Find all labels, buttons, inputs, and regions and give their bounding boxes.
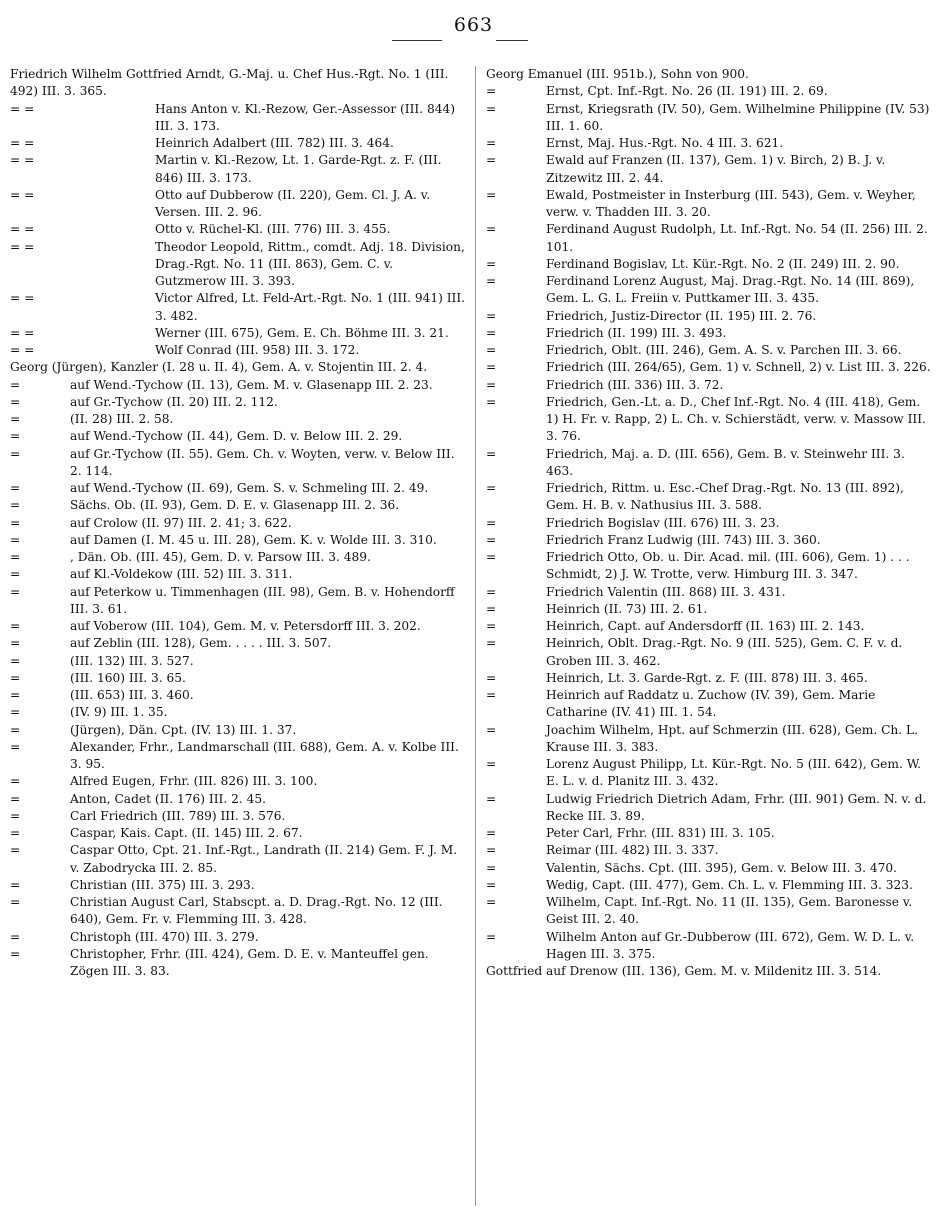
register-entry	[486, 842, 934, 859]
register-entry	[10, 342, 468, 359]
entry-text: (III. 132) III. 3. 527.	[70, 653, 194, 668]
register-entry	[486, 756, 934, 791]
register-entry	[486, 515, 934, 532]
entry-text: Wilhelm, Capt. Inf.-Rgt. No. 11 (II. 135), Gem. Baronesse v. Geist III. 2. 40.	[546, 895, 913, 927]
ditto-marks: =	[10, 946, 21, 961]
ditto-marks: =	[10, 739, 21, 754]
entry-text: Wedig, Capt. (III. 477), Gem. Ch. L. v. Flemming III. 3. 323.	[546, 877, 913, 892]
register-entry	[486, 860, 934, 877]
register-entry	[486, 601, 934, 618]
ditto-marks: =	[10, 584, 21, 599]
entry-text: Sächs. Ob. (II. 93), Gem. D. E. v. Glasenapp III. 2. 36.	[70, 498, 400, 513]
entry-text: Friedrich Wilhelm Gottfried Arndt, G.-Maj. u. Chef Hus.-Rgt. No. 1 (III. 492) III. 3. 365.	[10, 67, 449, 99]
ditto-marks: =	[10, 774, 21, 789]
entry-text: Lorenz August Philipp, Lt. Kür.-Rgt. No. 5 (III. 642), Gem. W. E. L. v. d. Planitz III. 3. 432.	[546, 757, 921, 789]
right-column	[486, 66, 934, 980]
register-entry	[10, 187, 468, 222]
register-entry	[10, 152, 468, 187]
ditto-marks: =	[10, 498, 21, 513]
register-entry	[10, 221, 468, 238]
register-entry	[10, 325, 468, 342]
register-entry	[10, 722, 468, 739]
ditto-marks: =	[486, 757, 497, 771]
register-entry	[486, 635, 934, 670]
register-entry	[10, 653, 468, 670]
register-entry	[10, 704, 468, 721]
entry-text: Friedrich, Maj. a. D. (III. 656), Gem. B. v. Steinwehr III. 3. 463.	[546, 446, 905, 478]
register-entry	[486, 152, 934, 187]
ditto-marks: =	[486, 722, 497, 737]
entry-text: Christoph (III. 470) III. 3. 279.	[70, 929, 259, 944]
register-entry	[10, 687, 468, 704]
entry-text: Friedrich Franz Ludwig (III. 743) III. 3. 360.	[546, 532, 821, 547]
ditto-marks: =	[10, 429, 21, 444]
ditto-marks: =	[10, 636, 21, 651]
entry-text: (III. 160) III. 3. 65.	[70, 670, 186, 685]
entry-text: Georg (Jürgen), Kanzler (I. 28 u. II. 4), Gem. A. v. Stojentin III. 2. 4.	[10, 360, 428, 375]
register-entry	[486, 963, 934, 980]
ditto-marks: =	[10, 929, 21, 944]
entry-text: auf Damen (I. M. 45 u. III. 28), Gem. K. v. Wolde III. 3. 310.	[70, 532, 437, 547]
entry-text: Caspar Otto, Cpt. 21. Inf.-Rgt., Landrath (II. 214) Gem. F. J. M. v. Zabodrycka III. 2. 85.	[70, 843, 458, 875]
register-entry	[10, 929, 468, 946]
register-entry	[10, 135, 468, 152]
entry-text: Friedrich (II. 199) III. 3. 493.	[546, 325, 727, 340]
entry-text: Heinrich (II. 73) III. 2. 61.	[546, 601, 708, 616]
register-entry	[486, 446, 934, 481]
register-entry	[486, 359, 934, 376]
entry-text: Carl Friedrich (III. 789) III. 3. 576.	[70, 808, 286, 823]
entry-text: Ewald, Postmeister in Insterburg (III. 543), Gem. v. Weyher, verw. v. Thadden III. 3. 20.	[546, 187, 916, 219]
entry-text: Victor Alfred, Lt. Feld-Art.-Rgt. No. 1 (III. 941) III. 3. 482.	[155, 291, 466, 323]
register-entry	[10, 773, 468, 790]
ditto-marks: =	[10, 532, 21, 547]
ditto-marks: =	[10, 895, 21, 909]
entry-text: , Dän. Ob. (III. 45), Gem. D. v. Parsow III. 3. 489.	[70, 550, 371, 564]
register-entry	[10, 377, 468, 394]
ditto-marks: =	[486, 343, 497, 357]
ditto-marks: =	[10, 877, 21, 892]
register-entry	[10, 791, 468, 808]
register-entry	[10, 239, 468, 291]
register-entry	[486, 825, 934, 842]
register-entry	[10, 584, 468, 619]
ditto-marks: =	[486, 308, 497, 323]
register-entry	[10, 428, 468, 445]
register-entry	[486, 221, 934, 256]
entry-text: auf Gr.-Tychow (II. 55). Gem. Ch. v. Woyten, verw. v. Below III. 2. 114.	[70, 446, 455, 478]
ditto-marks: =	[486, 153, 497, 168]
register-entry	[486, 687, 934, 722]
register-entry	[486, 877, 934, 894]
entry-text: Alfred Eugen, Frhr. (III. 826) III. 3. 100.	[70, 774, 318, 789]
ditto-marks: =	[486, 929, 497, 944]
ditto-marks: =	[486, 481, 497, 495]
ditto-marks: =	[486, 394, 497, 409]
entry-text: Friedrich, Gen.-Lt. a. D., Chef Inf.-Rgt. No. 4 (III. 418), Gem. 1) H. Fr. v. Rapp, 2) L. Ch. v. Schierstädt, verw. v. Massow III. 3. 76.	[546, 394, 926, 444]
ditto-marks: =	[10, 515, 21, 530]
ditto-marks: =	[486, 101, 497, 116]
register-entry	[486, 480, 934, 515]
register-entry	[486, 308, 934, 325]
register-entry	[10, 566, 468, 583]
ditto-marks: = =	[10, 343, 35, 357]
ditto-marks: =	[486, 670, 497, 685]
ditto-marks: =	[486, 601, 497, 616]
ditto-marks: = =	[10, 136, 35, 150]
register-entry	[486, 256, 934, 273]
ditto-marks: =	[10, 688, 21, 702]
entry-text: Joachim Wilhelm, Hpt. auf Schmerzin (III. 628), Gem. Ch. L. Krause III. 3. 383.	[546, 722, 918, 754]
header-rule-right	[496, 40, 528, 41]
entry-text: Heinrich, Oblt. Drag.-Rgt. No. 9 (III. 525), Gem. C. F. v. d. Groben III. 3. 462.	[546, 636, 903, 668]
ditto-marks: =	[10, 412, 21, 426]
register-entry	[10, 877, 468, 894]
entry-text: Friedrich (III. 264/65), Gem. 1) v. Schnell, 2) v. List III. 3. 226.	[546, 360, 931, 375]
ditto-marks: =	[486, 256, 497, 271]
ditto-marks: =	[486, 843, 497, 858]
left-column	[10, 66, 468, 980]
entry-text: Gottfried auf Drenow (III. 136), Gem. M. v. Mildenitz III. 3. 514.	[486, 964, 882, 978]
entry-text: Werner (III. 675), Gem. E. Ch. Böhme III. 3. 21.	[155, 325, 449, 340]
entry-text: Ferdinand Lorenz August, Maj. Drag.-Rgt. No. 14 (III. 869), Gem. L. G. L. Freiin v. Puttkamer III. 3. 435.	[546, 274, 915, 306]
ditto-marks: =	[10, 826, 21, 840]
ditto-marks: = =	[10, 325, 35, 340]
ditto-marks: =	[486, 550, 497, 564]
register-entry	[10, 808, 468, 825]
ditto-marks: =	[486, 84, 497, 99]
register-entry	[486, 187, 934, 222]
entry-text: Ernst, Cpt. Inf.-Rgt. No. 26 (II. 191) III. 2. 69.	[546, 84, 828, 99]
entry-text: Friedrich Valentin (III. 868) III. 3. 431.	[546, 584, 786, 599]
register-entry	[486, 101, 934, 136]
ditto-marks: =	[486, 325, 497, 340]
register-entry	[10, 739, 468, 774]
register-entry	[10, 946, 468, 981]
ditto-marks: =	[10, 705, 21, 720]
entry-text: Otto auf Dubberow (II. 220), Gem. Cl. J. A. v. Versen. III. 2. 96.	[155, 187, 431, 219]
ditto-marks: =	[10, 808, 21, 823]
entry-text: Martin v. Kl.-Rezow, Lt. 1. Garde-Rgt. z. F. (III. 846) III. 3. 173.	[155, 153, 442, 185]
column-separator	[475, 66, 476, 1206]
ditto-marks: =	[486, 619, 497, 633]
register-entry	[486, 273, 934, 308]
ditto-marks: =	[10, 394, 21, 409]
ditto-marks: =	[10, 670, 21, 685]
entry-text: Friedrich Bogislav (III. 676) III. 3. 23.	[546, 515, 780, 530]
register-entry	[486, 670, 934, 687]
register-entry	[486, 325, 934, 342]
entry-text: Friedrich Otto, Ob. u. Dir. Acad. mil. (III. 606), Gem. 1) . . . Schmidt, 2) J. W. Trotte, verw. Himburg III. 3. 347.	[546, 550, 910, 582]
entry-text: Friedrich, Oblt. (III. 246), Gem. A. S. v. Parchen III. 3. 66.	[546, 343, 902, 357]
ditto-marks: =	[486, 584, 497, 599]
register-entry	[486, 722, 934, 757]
ditto-marks: =	[10, 619, 21, 633]
entry-text: Peter Carl, Frhr. (III. 831) III. 3. 105.	[546, 826, 775, 840]
entry-text: Theodor Leopold, Rittm., comdt. Adj. 18. Division, Drag.-Rgt. No. 11 (III. 863), Gem. C. v. Gutzmerow III. 3. 393.	[155, 239, 465, 288]
entry-text: auf Wend.-Tychow (II. 13), Gem. M. v. Glasenapp III. 2. 23.	[70, 377, 433, 392]
register-entry	[10, 515, 468, 532]
register-entry	[486, 377, 934, 394]
ditto-marks: =	[486, 187, 497, 202]
entry-text: auf Peterkow u. Timmenhagen (III. 98), Gem. B. v. Hohendorff III. 3. 61.	[70, 584, 455, 616]
ditto-marks: =	[486, 532, 497, 547]
entry-text: Wolf Conrad (III. 958) III. 3. 172.	[155, 343, 360, 357]
ditto-marks: =	[486, 877, 497, 892]
entry-text: auf Zeblin (III. 128), Gem. . . . . III. 3. 507.	[70, 636, 332, 651]
entry-text: (III. 653) III. 3. 460.	[70, 688, 194, 702]
register-entry	[10, 394, 468, 411]
entry-text: Heinrich, Lt. 3. Garde-Rgt. z. F. (III. 878) III. 3. 465.	[546, 670, 868, 685]
register-entry	[486, 549, 934, 584]
register-entry	[486, 66, 934, 83]
ditto-marks: = =	[10, 239, 35, 254]
entry-text: Reimar (III. 482) III. 3. 337.	[546, 843, 719, 858]
entry-text: auf Voberow (III. 104), Gem. M. v. Petersdorff III. 3. 202.	[70, 619, 421, 633]
register-entry	[10, 66, 468, 101]
register-entry	[486, 584, 934, 601]
entry-text: Ludwig Friedrich Dietrich Adam, Frhr. (III. 901) Gem. N. v. d. Recke III. 3. 89.	[546, 791, 927, 823]
ditto-marks: = =	[10, 153, 35, 168]
ditto-marks: = =	[10, 187, 35, 202]
ditto-marks: =	[486, 895, 497, 909]
entry-text: Heinrich, Capt. auf Andersdorff (II. 163) III. 2. 143.	[546, 619, 865, 633]
entry-text: Alexander, Frhr., Landmarschall (III. 688), Gem. A. v. Kolbe III. 3. 95.	[70, 739, 459, 771]
ditto-marks: = =	[10, 101, 35, 116]
register-entry	[486, 929, 934, 964]
entry-text: Heinrich Adalbert (III. 782) III. 3. 464.	[155, 136, 394, 150]
ditto-marks: =	[486, 636, 497, 651]
register-entry	[10, 411, 468, 428]
register-entry	[486, 342, 934, 359]
register-entry	[10, 842, 468, 877]
entry-text: Friedrich (III. 336) III. 3. 72.	[546, 377, 724, 392]
entry-text: Otto v. Rüchel-Kl. (III. 776) III. 3. 455.	[155, 222, 391, 237]
ditto-marks: =	[486, 136, 497, 150]
ditto-marks: =	[10, 567, 21, 582]
entry-text: Christian August Carl, Stabscpt. a. D. Drag.-Rgt. No. 12 (III. 640), Gem. Fr. v. Flemming III. 3. 428.	[70, 895, 443, 927]
register-entry	[10, 290, 468, 325]
ditto-marks: =	[486, 222, 497, 237]
ditto-marks: =	[10, 843, 21, 858]
entry-text: Valentin, Sächs. Cpt. (III. 395), Gem. v. Below III. 3. 470.	[546, 860, 898, 875]
entry-text: Wilhelm Anton auf Gr.-Dubberow (III. 672), Gem. W. D. L. v. Hagen III. 3. 375.	[546, 929, 915, 961]
register-entry	[10, 359, 468, 376]
ditto-marks: =	[10, 791, 21, 806]
register-entry	[10, 101, 468, 136]
ditto-marks: =	[486, 377, 497, 392]
entry-text: Ewald auf Franzen (II. 137), Gem. 1) v. Birch, 2) B. J. v. Zitzewitz III. 2. 44.	[546, 153, 886, 185]
ditto-marks: =	[10, 653, 21, 668]
ditto-marks: =	[486, 860, 497, 875]
entry-text: Friedrich, Rittm. u. Esc.-Chef Drag.-Rgt. No. 13 (III. 892), Gem. H. B. v. Nathusius III. 3. 588.	[546, 481, 904, 513]
register-entry	[10, 446, 468, 481]
header-rule-left	[392, 40, 442, 41]
entry-text: (II. 28) III. 2. 58.	[70, 412, 174, 426]
register-entry	[10, 532, 468, 549]
entry-text: auf Kl.-Voldekow (III. 52) III. 3. 311.	[70, 567, 293, 582]
ditto-marks: =	[10, 481, 21, 495]
entry-text: Christopher, Frhr. (III. 424), Gem. D. E. v. Manteuffel gen. Zögen III. 3. 83.	[70, 946, 429, 978]
register-entry	[10, 480, 468, 497]
ditto-marks: =	[10, 722, 21, 737]
ditto-marks: =	[486, 446, 497, 461]
ditto-marks: =	[10, 550, 21, 564]
register-entry	[10, 670, 468, 687]
entry-text: Georg Emanuel (III. 951b.), Sohn von 900.	[486, 67, 749, 81]
entry-text: Anton, Cadet (II. 176) III. 2. 45.	[70, 791, 266, 806]
entry-text: Friedrich, Justiz-Director (II. 195) III. 2. 76.	[546, 308, 817, 323]
ditto-marks: =	[486, 515, 497, 530]
register-entry	[486, 83, 934, 100]
ditto-marks: =	[486, 688, 497, 702]
entry-text: Ernst, Maj. Hus.-Rgt. No. 4 III. 3. 621.	[546, 136, 784, 150]
entry-text: auf Wend.-Tychow (II. 44), Gem. D. v. Below III. 2. 29.	[70, 429, 403, 444]
ditto-marks: =	[486, 826, 497, 840]
ditto-marks: = =	[10, 291, 35, 306]
ditto-marks: =	[486, 791, 497, 806]
register-entry	[486, 894, 934, 929]
ditto-marks: =	[486, 274, 497, 288]
register-entry	[486, 791, 934, 826]
entry-text: Ferdinand August Rudolph, Lt. Inf.-Rgt. No. 54 (II. 256) III. 2. 101.	[546, 222, 928, 254]
entry-text: (IV. 9) III. 1. 35.	[70, 705, 168, 720]
register-entry	[486, 618, 934, 635]
entry-text: (Jürgen), Dän. Cpt. (IV. 13) III. 1. 37.	[70, 722, 297, 737]
register-entry	[10, 825, 468, 842]
ditto-marks: =	[486, 360, 497, 375]
ditto-marks: =	[10, 446, 21, 461]
register-entry	[10, 618, 468, 635]
register-entry	[486, 394, 934, 446]
entry-text: Hans Anton v. Kl.-Rezow, Ger.-Assessor (III. 844) III. 3. 173.	[155, 101, 455, 133]
ditto-marks: =	[10, 377, 21, 392]
entry-text: Christian (III. 375) III. 3. 293.	[70, 877, 255, 892]
entry-text: Ernst, Kriegsrath (IV. 50), Gem. Wilhelmine Philippine (IV. 53) III. 1. 60.	[546, 101, 930, 133]
entry-text: Ferdinand Bogislav, Lt. Kür.-Rgt. No. 2 (II. 249) III. 2. 90.	[546, 256, 900, 271]
entry-text: auf Wend.-Tychow (II. 69), Gem. S. v. Schmeling III. 2. 49.	[70, 481, 429, 495]
register-entry	[10, 549, 468, 566]
register-entry	[486, 135, 934, 152]
register-entry	[10, 635, 468, 652]
register-entry	[10, 497, 468, 514]
entry-text: auf Crolow (II. 97) III. 2. 41; 3. 622.	[70, 515, 292, 530]
register-entry	[486, 532, 934, 549]
register-entry	[10, 894, 468, 929]
ditto-marks: = =	[10, 222, 35, 237]
entry-text: auf Gr.-Tychow (II. 20) III. 2. 112.	[70, 394, 278, 409]
entry-text: Caspar, Kais. Capt. (II. 145) III. 2. 67.	[70, 826, 303, 840]
page-number: 663	[453, 14, 494, 36]
entry-text: Heinrich auf Raddatz u. Zuchow (IV. 39), Gem. Marie Catharine (IV. 41) III. 1. 54.	[546, 688, 876, 720]
